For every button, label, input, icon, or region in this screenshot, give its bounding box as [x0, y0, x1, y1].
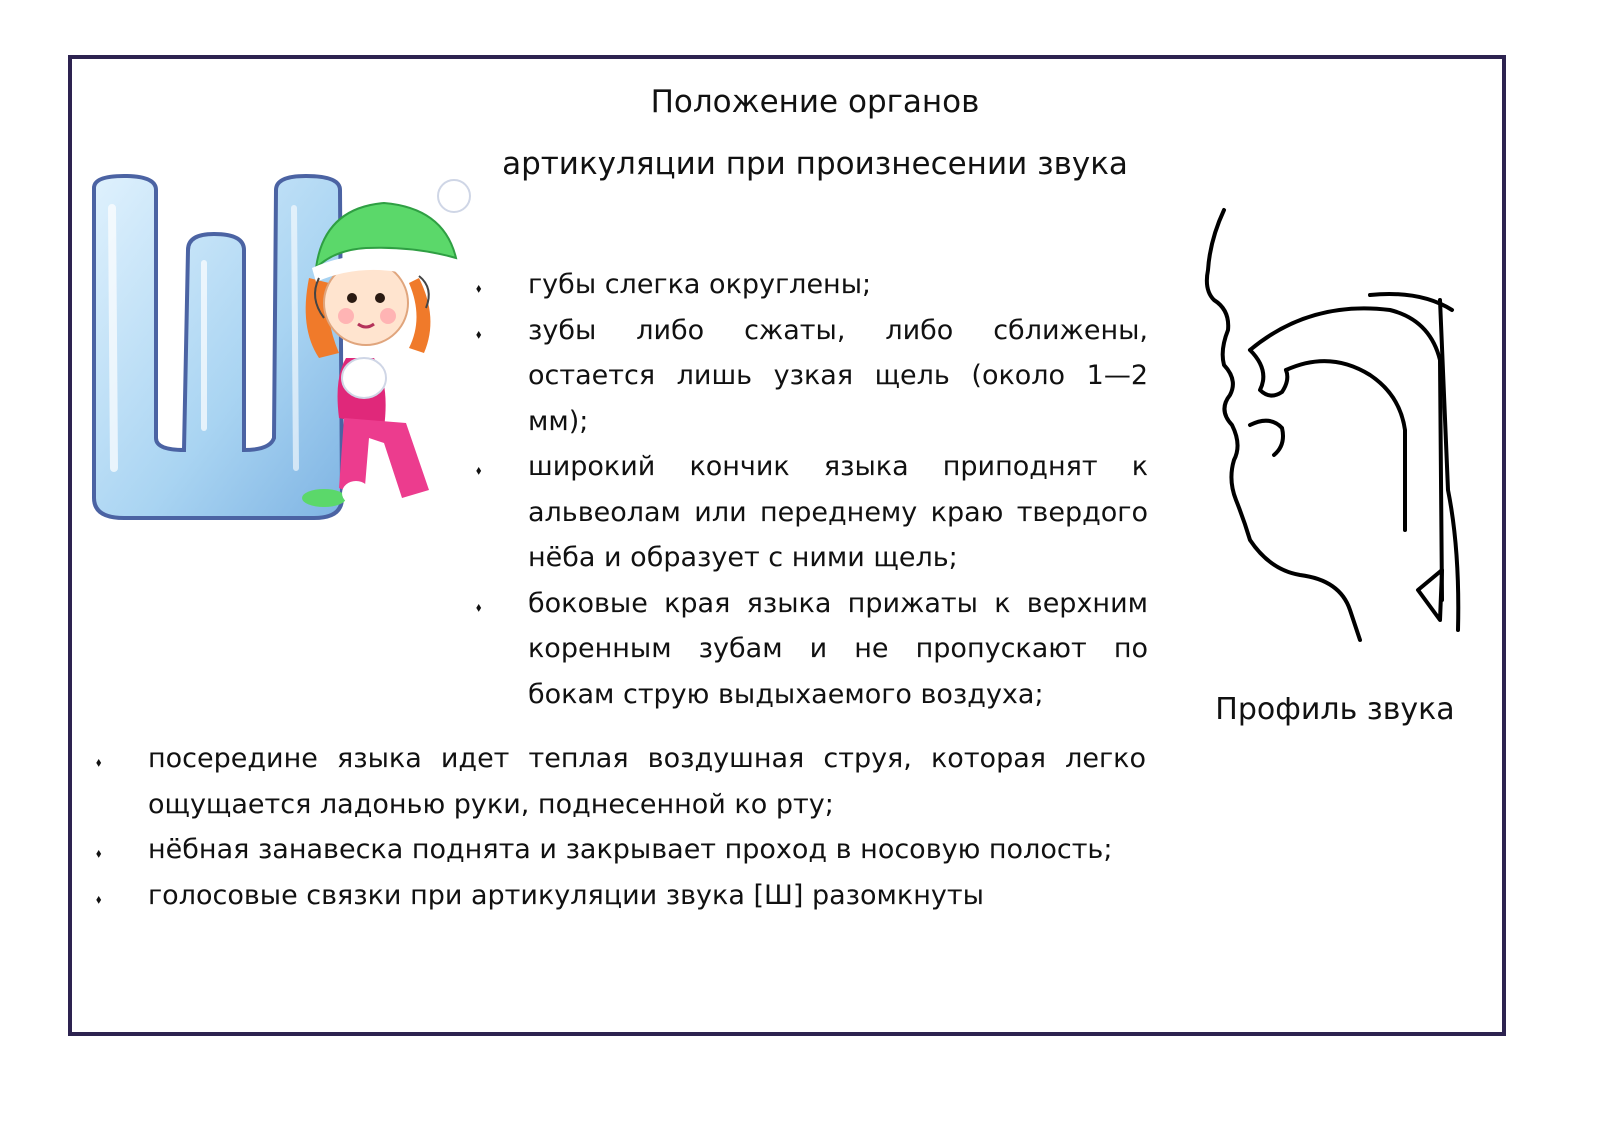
list-item [96, 827, 1146, 873]
list-item [96, 736, 1146, 827]
diamond-bullet-icon: ⬧ [476, 463, 482, 477]
list-item-text: боковые края языка прижаты к верхним коренным зубам и не пропускают по бокам струю выдыхаемого воздуха; [528, 587, 1148, 710]
palate-line [1250, 308, 1442, 600]
diamond-bullet-icon: ⬧ [476, 326, 482, 341]
articulation-profile-diagram [1190, 200, 1480, 650]
list-item [476, 308, 1148, 445]
list-item [476, 262, 1148, 308]
list-item [476, 581, 1148, 718]
lower-teeth [1250, 421, 1283, 455]
epiglottis [1418, 570, 1442, 620]
diamond-bullet-icon: ⬧ [96, 755, 102, 769]
profile-caption: Профиль звука [1215, 692, 1455, 727]
list-item-text: губы слегка округлены; [528, 269, 872, 300]
diamond-bullet-icon: ⬧ [96, 846, 102, 860]
letter-sh-icon [94, 176, 342, 518]
articulation-list-bottom [96, 736, 1146, 918]
list-item-text: широкий кончик языка приподнят к альвеолам или переднему краю твердого нёба и образует с ними щель; [528, 451, 1148, 573]
face-outline [1207, 210, 1360, 640]
list-item-text: зубы либо сжаты, либо сближены, остается лишь узкая щель (около 1—2 мм); [528, 314, 1148, 437]
diamond-bullet-icon: ⬧ [476, 599, 482, 614]
diamond-bullet-icon: ⬧ [96, 891, 102, 906]
list-item-text: нёбная занавеска поднята и закрывает проход в носовую полость; [148, 834, 1113, 865]
list-item [476, 444, 1148, 581]
list-item [96, 873, 1146, 919]
page-title-line2: артикуляции при произнесении звука [502, 146, 1128, 182]
tongue-line [1286, 361, 1405, 530]
upper-teeth [1250, 350, 1287, 396]
diamond-bullet-icon: ⬧ [476, 281, 482, 295]
letter-sh-girl-illustration [84, 168, 484, 538]
page-title-line1: Положение органов [650, 84, 980, 120]
articulation-list-top [476, 262, 1148, 717]
list-item-text: голосовые связки при артикуляции звука [Ш] разомкнуты [148, 879, 984, 911]
list-item-text: посередине языка идет теплая воздушная струя, которая легко ощущается ладонью руки, поднесенной ко рту; [148, 743, 1146, 820]
